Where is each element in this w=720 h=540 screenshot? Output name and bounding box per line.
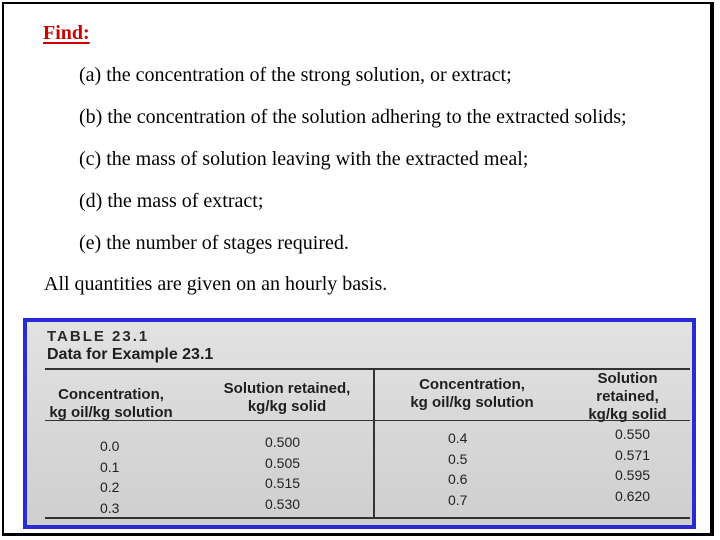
column-concentration-left [100,436,119,518]
hourly-basis-note: All quantities are given on an hourly basis. [44,273,388,295]
header-text: Concentration, [58,386,164,403]
table-cell: 0.5 [448,450,468,467]
header-concentration-right [392,376,552,412]
table-center-divider [373,369,375,517]
table-cell: 0.6 [448,471,468,487]
table-cell: 0.7 [448,491,468,508]
table-cell: 0.550 [615,426,651,442]
table-caption: Data for Example 23.1 [47,346,214,363]
table-cell: 0.530 [265,495,301,512]
find-heading: Find: [43,22,90,44]
header-text: kg/kg solid [588,406,667,423]
table-cell: 0.505 [265,454,301,471]
table-cell: 0.595 [615,467,651,483]
find-item-a: (a) the concentration of the strong solution, or extract; [79,64,512,86]
table-cell: 0.0 [100,438,120,454]
header-retained-right [565,370,690,424]
table-label: TABLE 23.1 [47,328,150,345]
table-cell: 0.571 [615,446,651,463]
find-item-b: (b) the concentration of the solution adhering to the extracted solids; [79,106,627,128]
header-text: kg/kg solid [247,398,327,415]
find-item-d: (d) the mass of extract; [79,190,264,212]
table-cell: 0.3 [100,499,120,516]
find-item-e: (e) the number of stages required. [79,232,349,254]
table-cell: 0.515 [265,475,301,491]
header-text: Concentration, [419,376,525,393]
header-retained-left [217,380,357,416]
header-text: kg oil/kg solution [49,404,173,421]
data-table-image [23,318,696,529]
column-retained-left [265,432,300,514]
header-text: Solution retained, [223,380,351,397]
table-cell: 0.2 [100,479,120,495]
header-text: Solution retained, [596,370,659,405]
header-concentration-left [41,386,181,422]
header-text: kg oil/kg solution [410,394,534,411]
column-retained-right [615,424,650,506]
table-bottom-rule [45,517,690,519]
table-cell: 0.620 [615,487,651,504]
data-table [27,322,692,525]
find-item-c: (c) the mass of solution leaving with the extracted meal; [79,148,529,170]
table-cell: 0.1 [100,458,120,475]
table-cell: 0.4 [448,430,468,446]
table-cell: 0.500 [265,434,301,450]
column-concentration-right [448,428,467,510]
